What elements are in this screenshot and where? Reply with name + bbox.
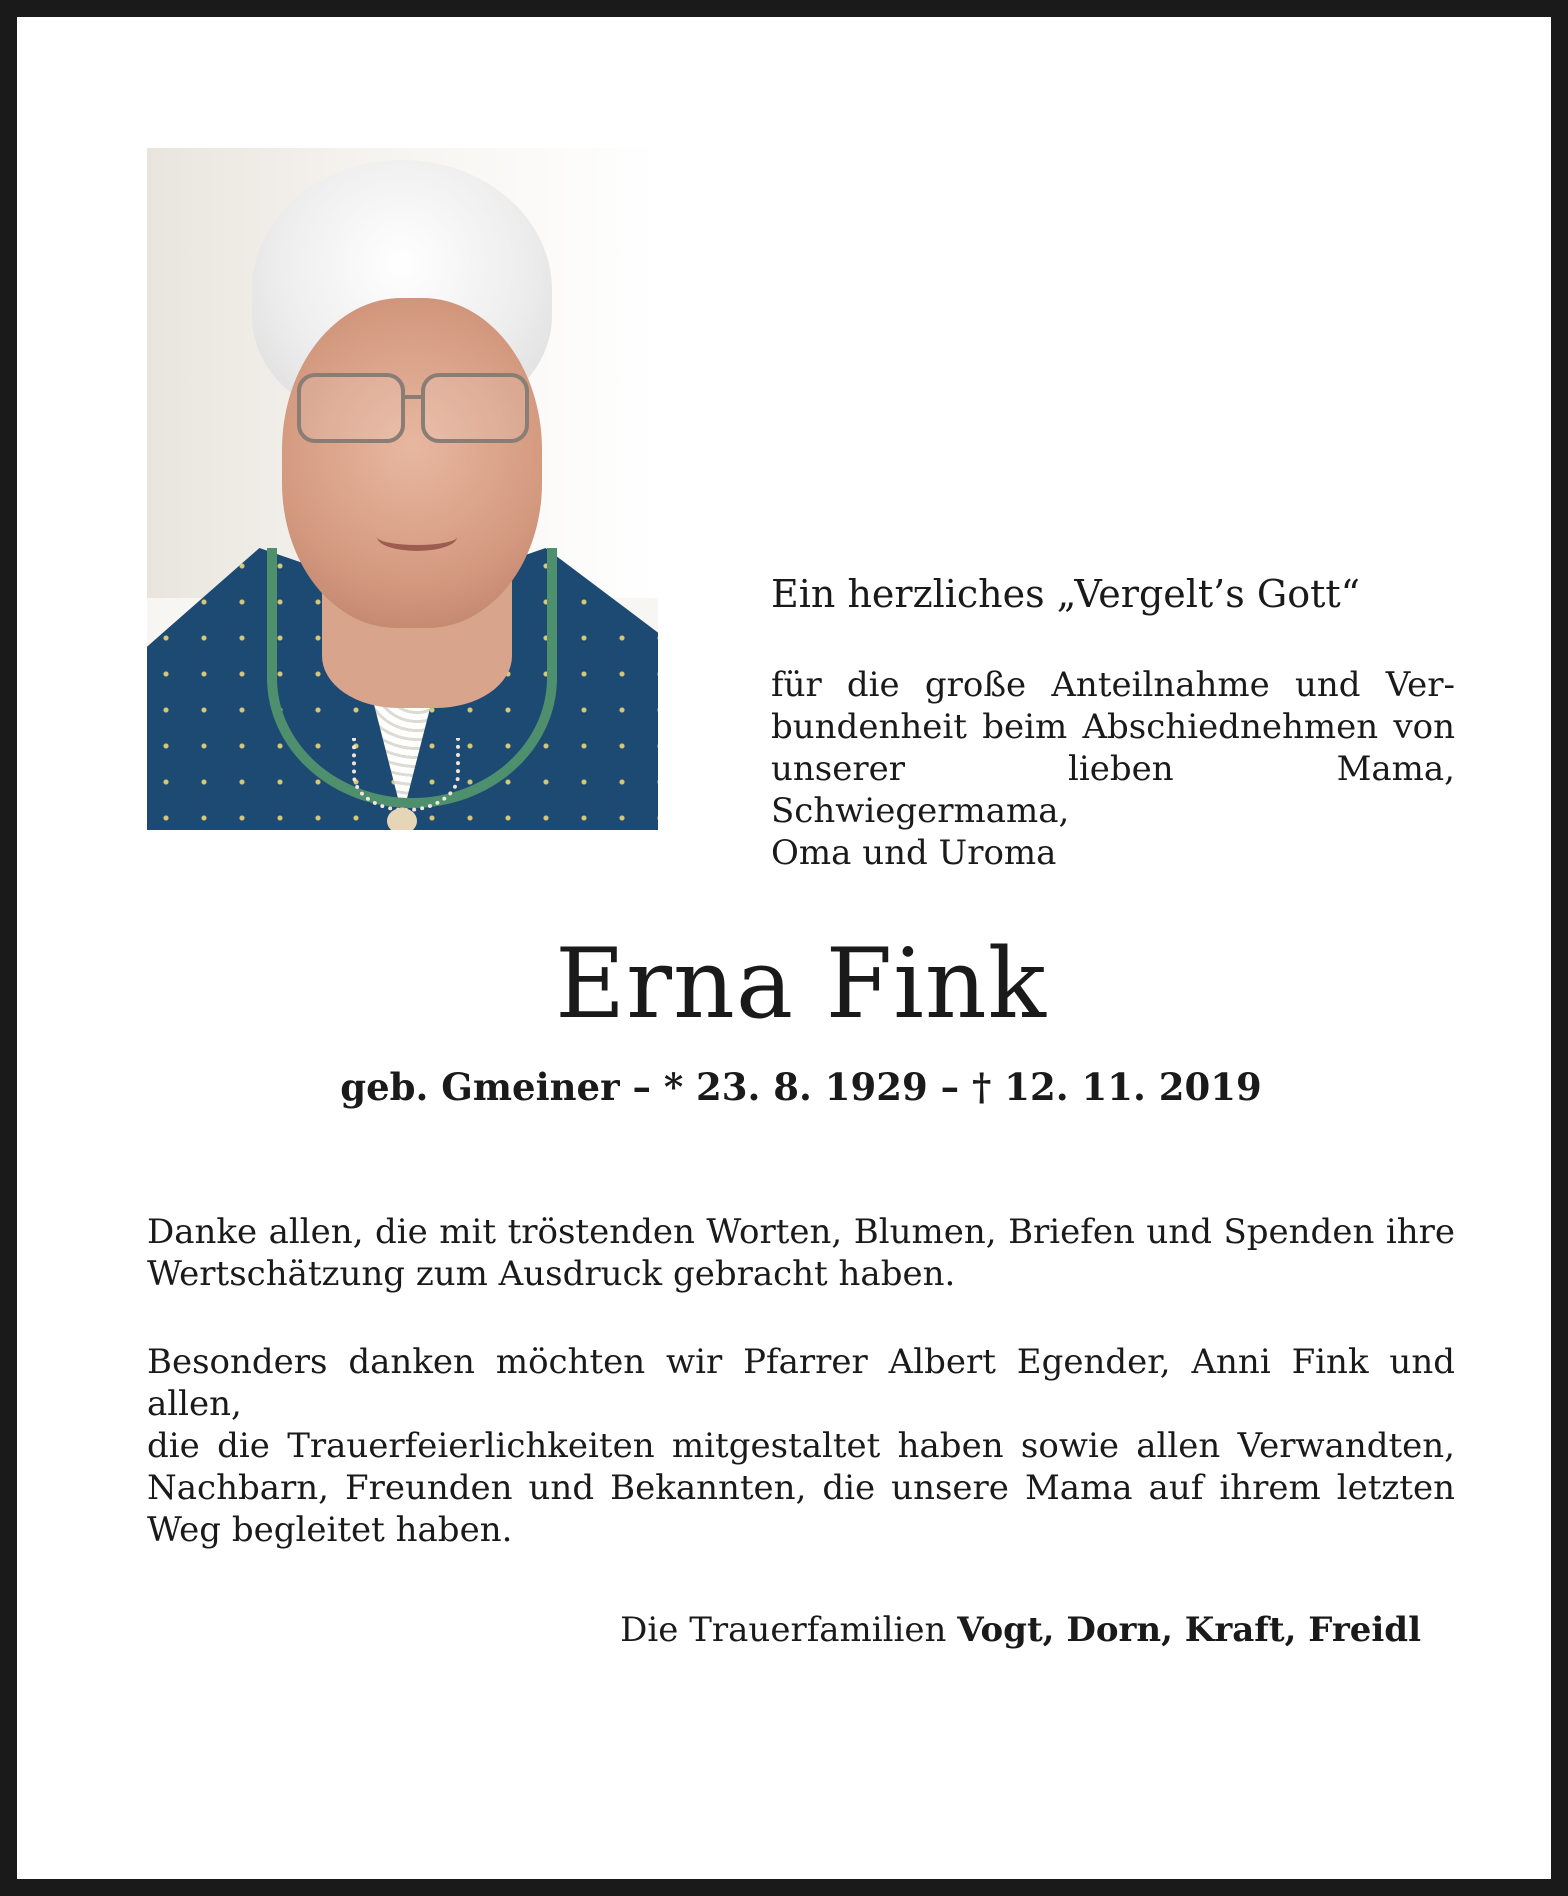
photo-lens-left bbox=[297, 373, 405, 443]
photo-glasses-bridge bbox=[401, 395, 423, 399]
paragraph-line: Danke allen, die mit tröstenden Worten, Blumen, Briefen und Spenden ihre bbox=[147, 1212, 1455, 1252]
intro-line: Oma und Uroma bbox=[771, 833, 1057, 873]
life-dates: geb. Gmeiner – * 23. 8. 1929 – † 12. 11. 2019 bbox=[340, 1065, 1262, 1109]
photo-necklace bbox=[352, 738, 460, 812]
photo-lens-right bbox=[421, 373, 529, 443]
photo-glasses bbox=[297, 373, 532, 453]
paragraph-line: Wertschätzung zum Ausdruck gebracht haben. bbox=[147, 1254, 956, 1294]
thanks-paragraph-2 bbox=[147, 1341, 1455, 1551]
signature-prefix: Die Trauerfamilien bbox=[620, 1610, 947, 1650]
thanks-intro bbox=[771, 664, 1455, 874]
intro-line: für die große Anteilnahme und Ver- bbox=[771, 665, 1455, 705]
photo-pendant bbox=[387, 808, 417, 830]
intro-line: unserer lieben Mama, Schwiegermama, bbox=[771, 749, 1455, 831]
paragraph-line: Weg begleitet haben. bbox=[147, 1510, 513, 1550]
signature-families: Vogt, Dorn, Kraft, Freidl bbox=[957, 1610, 1421, 1650]
photo-smile bbox=[377, 523, 457, 551]
photo-face bbox=[282, 298, 542, 628]
portrait-photo bbox=[147, 148, 658, 830]
paragraph-line: die die Trauerfeierlichkeiten mitgestaltet haben sowie allen Verwandten, bbox=[147, 1426, 1455, 1466]
paragraph-line: Nachbarn, Freunden und Bekannten, die unsere Mama auf ihrem letzten bbox=[147, 1468, 1455, 1508]
paragraph-line: Besonders danken möchten wir Pfarrer Albert Egender, Anni Fink und allen, bbox=[147, 1342, 1455, 1424]
intro-line: bundenheit beim Abschiednehmen von bbox=[771, 707, 1455, 747]
signature bbox=[620, 1609, 1421, 1651]
thanks-paragraph-1 bbox=[147, 1211, 1455, 1295]
deceased-name: Erna Fink bbox=[555, 928, 1047, 1040]
thanks-heading: Ein herzliches „Vergelt’s Gott“ bbox=[771, 572, 1361, 616]
